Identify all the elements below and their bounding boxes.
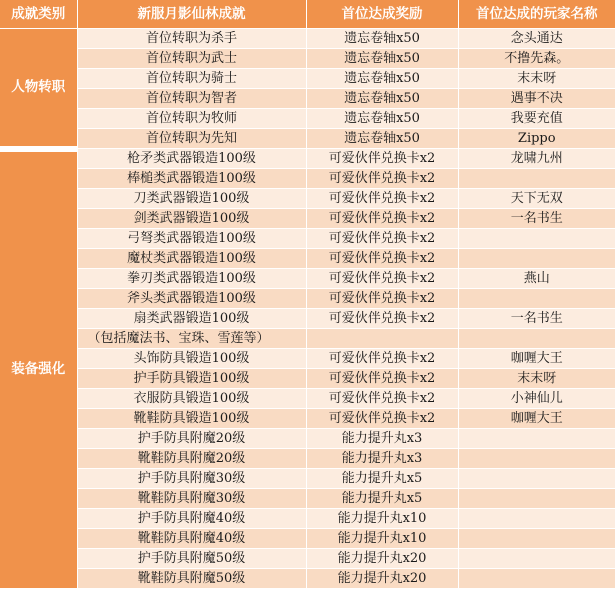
achievement-cell: 拳刃类武器锻造100级 xyxy=(77,269,306,289)
player-cell: 咖喱大王 xyxy=(458,409,615,429)
category-cell: 装备强化 xyxy=(0,149,77,589)
player-cell xyxy=(458,549,615,569)
achievement-cell: 靴鞋防具附魔30级 xyxy=(77,489,306,509)
player-cell xyxy=(458,489,615,509)
achievement-cell: 首位转职为智者 xyxy=(77,89,306,109)
reward-cell: 可爱伙伴兑换卡x2 xyxy=(306,309,458,329)
table-row xyxy=(0,409,615,429)
table-row xyxy=(0,69,615,89)
player-cell: 一名书生 xyxy=(458,209,615,229)
reward-cell: 能力提升丸x10 xyxy=(306,509,458,529)
reward-cell: 能力提升丸x3 xyxy=(306,429,458,449)
reward-cell: 可爱伙伴兑换卡x2 xyxy=(306,409,458,429)
reward-cell: 能力提升丸x5 xyxy=(306,469,458,489)
achievement-cell: 魔杖类武器锻造100级 xyxy=(77,249,306,269)
table-row xyxy=(0,249,615,269)
reward-cell: 可爱伙伴兑换卡x2 xyxy=(306,229,458,249)
player-cell xyxy=(458,329,615,349)
achievement-cell: 靴鞋防具附魔20级 xyxy=(77,449,306,469)
table-row xyxy=(0,149,615,169)
achievement-cell: 靴鞋防具附魔50级 xyxy=(77,569,306,589)
reward-cell: 遗忘卷轴x50 xyxy=(306,109,458,129)
achievement-cell: 枪矛类武器锻造100级 xyxy=(77,149,306,169)
player-cell xyxy=(458,449,615,469)
player-cell xyxy=(458,229,615,249)
achievement-cell: 靴鞋防具锻造100级 xyxy=(77,409,306,429)
header-category: 成就类别 xyxy=(0,0,77,29)
table-row xyxy=(0,549,615,569)
table-row xyxy=(0,49,615,69)
achievement-cell: 护手防具附魔40级 xyxy=(77,509,306,529)
table-row xyxy=(0,449,615,469)
reward-cell: 可爱伙伴兑换卡x2 xyxy=(306,209,458,229)
achievement-cell: 首位转职为杀手 xyxy=(77,29,306,49)
table-row xyxy=(0,169,615,189)
player-cell: 我要充值 xyxy=(458,109,615,129)
table-row xyxy=(0,209,615,229)
reward-cell: 遗忘卷轴x50 xyxy=(306,89,458,109)
player-cell: 咖喱大王 xyxy=(458,349,615,369)
table-row xyxy=(0,229,615,249)
player-cell xyxy=(458,529,615,549)
reward-cell: 遗忘卷轴x50 xyxy=(306,69,458,89)
player-cell: Zippo xyxy=(458,129,615,149)
table-row xyxy=(0,29,615,49)
achievement-cell: 刀类武器锻造100级 xyxy=(77,189,306,209)
player-cell: 念头通达 xyxy=(458,29,615,49)
reward-cell: 遗忘卷轴x50 xyxy=(306,129,458,149)
reward-cell: 可爱伙伴兑换卡x2 xyxy=(306,189,458,209)
reward-cell: 可爱伙伴兑换卡x2 xyxy=(306,389,458,409)
achievement-cell: 棒槌类武器锻造100级 xyxy=(77,169,306,189)
table-row xyxy=(0,569,615,589)
achievement-cell: 头饰防具锻造100级 xyxy=(77,349,306,369)
reward-cell: 能力提升丸x20 xyxy=(306,549,458,569)
achievement-cell: 剑类武器锻造100级 xyxy=(77,209,306,229)
category-cell: 人物转职 xyxy=(0,29,77,149)
table-row xyxy=(0,469,615,489)
reward-cell: 能力提升丸x3 xyxy=(306,449,458,469)
player-cell: 天下无双 xyxy=(458,189,615,209)
table-row xyxy=(0,129,615,149)
reward-cell: 可爱伙伴兑换卡x2 xyxy=(306,289,458,309)
player-cell: 不撸先森。 xyxy=(458,49,615,69)
achievement-cell: 护手防具附魔30级 xyxy=(77,469,306,489)
table-row xyxy=(0,529,615,549)
player-cell xyxy=(458,289,615,309)
header-row xyxy=(0,0,615,29)
player-cell xyxy=(458,429,615,449)
achievement-cell: （包括魔法书、宝珠、雪莲等） xyxy=(77,329,306,349)
table-row xyxy=(0,89,615,109)
table-row xyxy=(0,389,615,409)
player-cell: 遇事不决 xyxy=(458,89,615,109)
achievement-cell: 首位转职为牧师 xyxy=(77,109,306,129)
player-cell: 末末呀 xyxy=(458,69,615,89)
achievement-cell: 扇类武器锻造100级 xyxy=(77,309,306,329)
table-row xyxy=(0,349,615,369)
table-body xyxy=(0,29,615,589)
header-achievement: 新服月影仙林成就 xyxy=(77,0,306,29)
table-row xyxy=(0,309,615,329)
reward-cell: 遗忘卷轴x50 xyxy=(306,49,458,69)
player-cell: 小神仙儿 xyxy=(458,389,615,409)
table-row xyxy=(0,329,615,349)
achievement-cell: 首位转职为骑士 xyxy=(77,69,306,89)
reward-cell: 能力提升丸x10 xyxy=(306,529,458,549)
table-row xyxy=(0,509,615,529)
achievement-cell: 斧头类武器锻造100级 xyxy=(77,289,306,309)
table-row xyxy=(0,289,615,309)
player-cell: 末末呀 xyxy=(458,369,615,389)
reward-cell: 可爱伙伴兑换卡x2 xyxy=(306,169,458,189)
reward-cell xyxy=(306,329,458,349)
header-reward: 首位达成奖励 xyxy=(306,0,458,29)
table-row xyxy=(0,189,615,209)
player-cell: 龙啸九州 xyxy=(458,149,615,169)
player-cell xyxy=(458,169,615,189)
player-cell xyxy=(458,249,615,269)
header-player: 首位达成的玩家名称 xyxy=(458,0,615,29)
achievement-cell: 首位转职为先知 xyxy=(77,129,306,149)
achievement-cell: 护手防具锻造100级 xyxy=(77,369,306,389)
achievement-cell: 护手防具附魔50级 xyxy=(77,549,306,569)
reward-cell: 能力提升丸x20 xyxy=(306,569,458,589)
reward-cell: 能力提升丸x5 xyxy=(306,489,458,509)
reward-cell: 可爱伙伴兑换卡x2 xyxy=(306,349,458,369)
achievement-cell: 衣服防具锻造100级 xyxy=(77,389,306,409)
reward-cell: 可爱伙伴兑换卡x2 xyxy=(306,149,458,169)
table-row xyxy=(0,269,615,289)
table-row xyxy=(0,489,615,509)
achievement-cell: 靴鞋防具附魔40级 xyxy=(77,529,306,549)
reward-cell: 遗忘卷轴x50 xyxy=(306,29,458,49)
player-cell xyxy=(458,469,615,489)
player-cell: 燕山 xyxy=(458,269,615,289)
achievement-cell: 弓弩类武器锻造100级 xyxy=(77,229,306,249)
achievement-cell: 首位转职为武士 xyxy=(77,49,306,69)
achievement-cell: 护手防具附魔20级 xyxy=(77,429,306,449)
reward-cell: 可爱伙伴兑换卡x2 xyxy=(306,369,458,389)
player-cell xyxy=(458,569,615,589)
table-row xyxy=(0,429,615,449)
table-row xyxy=(0,369,615,389)
player-cell xyxy=(458,509,615,529)
reward-cell: 可爱伙伴兑换卡x2 xyxy=(306,269,458,289)
table-row xyxy=(0,109,615,129)
reward-cell: 可爱伙伴兑换卡x2 xyxy=(306,249,458,269)
player-cell: 一名书生 xyxy=(458,309,615,329)
